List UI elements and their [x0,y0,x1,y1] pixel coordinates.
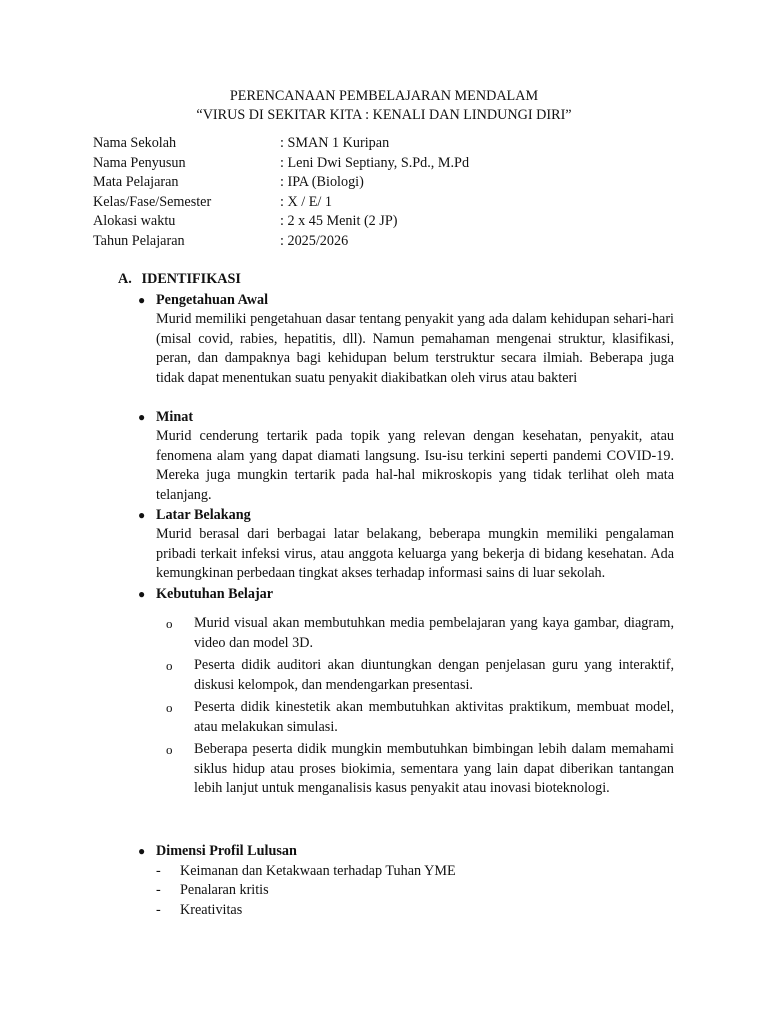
bullet-icon: ● [138,508,146,522]
dash-item-text: Kreativitas [180,902,243,918]
bullet-icon: ● [138,293,146,307]
document-subtitle: “VIRUS DI SEKITAR KITA : KENALI DAN LINDUNGI DIRI” [196,107,572,123]
bullet-label: Minat [156,409,194,425]
list-item-text: Peserta didik kinestetik akan membutuhkan aktivitas praktikum, membuat model, atau melakukan simulasi. [194,699,674,735]
info-value: : 2025/2026 [280,232,349,249]
info-row-time [93,212,469,232]
circle-bullet-icon: o [166,742,173,757]
bullet-icon: ● [138,410,146,424]
info-label: Tahun Pelajaran [93,232,185,249]
info-row-school [93,134,469,154]
circle-bullet-icon: o [166,658,173,673]
dash-item-text: Keimanan dan Ketakwaan terhadap Tuhan YME [180,863,456,879]
bullet-label: Kebutuhan Belajar [156,586,274,602]
section-title: IDENTIFIKASI [141,271,241,287]
info-label: Mata Pelajaran [93,174,179,190]
info-label: Nama Penyusun [93,154,186,171]
info-value: : X / E/ 1 [280,193,333,210]
info-table [93,134,469,251]
info-row-author [93,154,469,174]
info-row-year [93,232,469,252]
bullet-icon: ● [138,587,146,601]
info-value: : Leni Dwi Septiany, S.Pd., M.Pd [280,154,470,171]
paragraph-latar: Murid berasal dari berbagai latar belakang, beberapa mungkin memiliki pengalaman pribadi terkait infeksi virus, atau anggota keluarga yang bekerja di bidang kesehatan. Ada kemungkinan perbedaan tingkat akses terhadap informasi sains di luar sekolah. [156,526,674,582]
list-item-text: Peserta didik auditori akan diuntungkan dengan penjelasan guru yang interaktif, diskusi kelompok, dan mendengarkan presentasi. [194,657,674,693]
section-number: A. [118,271,132,287]
circle-bullet-icon: o [166,700,173,715]
bullet-label: Dimensi Profil Lulusan [156,843,297,859]
dash-item-text: Penalaran kritis [180,882,269,898]
info-label: Kelas/Fase/Semester [93,193,212,210]
list-item-text: Beberapa peserta didik mungkin membutuhkan bimbingan lebih dalam memahami siklus hidup atau proses biokimia, sementara yang lain dapat diberikan tantangan lebih lanjut untuk menganalisis kasus penyakit atau inovasi bioteknologi. [194,741,674,797]
dash-marker: - [156,882,161,898]
circle-bullet-icon: o [166,616,173,631]
bullet-label: Latar Belakang [156,507,251,523]
info-value: : SMAN 1 Kuripan [280,135,390,151]
info-value: : IPA (Biologi) [280,174,364,190]
paragraph-minat: Murid cenderung tertarik pada topik yang relevan dengan kesehatan, penyakit, atau fenomena alam yang dapat diamati langsung. Isu-isu terkini seperti pandemi COVID-19. Mereka juga mungkin tertarik pada hal-hal mikroskopis yang tidak terlihat oleh mata telanjang. [156,428,674,503]
info-row-class [93,193,469,213]
section-heading [118,269,241,289]
info-row-subject [93,173,469,193]
bullet-icon: ● [138,844,146,858]
paragraph-pengetahuan: Murid memiliki pengetahuan dasar tentang penyakit yang ada dalam kehidupan sehari-hari (misal covid, rabies, hepatitis, dll). Namun pemahaman mengenai struktur, klasifikasi, peran, dan dampaknya bagi kehidupan belum terstruktur secara ilmiah. Beberapa juga tidak dapat menentukan suatu penyakit diakibatkan oleh virus atau bakteri [156,311,674,386]
info-label: Alokasi waktu [93,213,176,229]
info-value: : 2 x 45 Menit (2 JP) [280,213,398,229]
dash-marker: - [156,863,161,879]
bullet-label: Pengetahuan Awal [156,292,269,308]
document-title: PERENCANAAN PEMBELAJARAN MENDALAM [229,88,539,104]
info-label: Nama Sekolah [93,135,177,151]
list-item-text: Murid visual akan membutuhkan media pembelajaran yang kaya gambar, diagram, video dan model 3D. [194,615,674,651]
dash-marker: - [156,902,161,918]
